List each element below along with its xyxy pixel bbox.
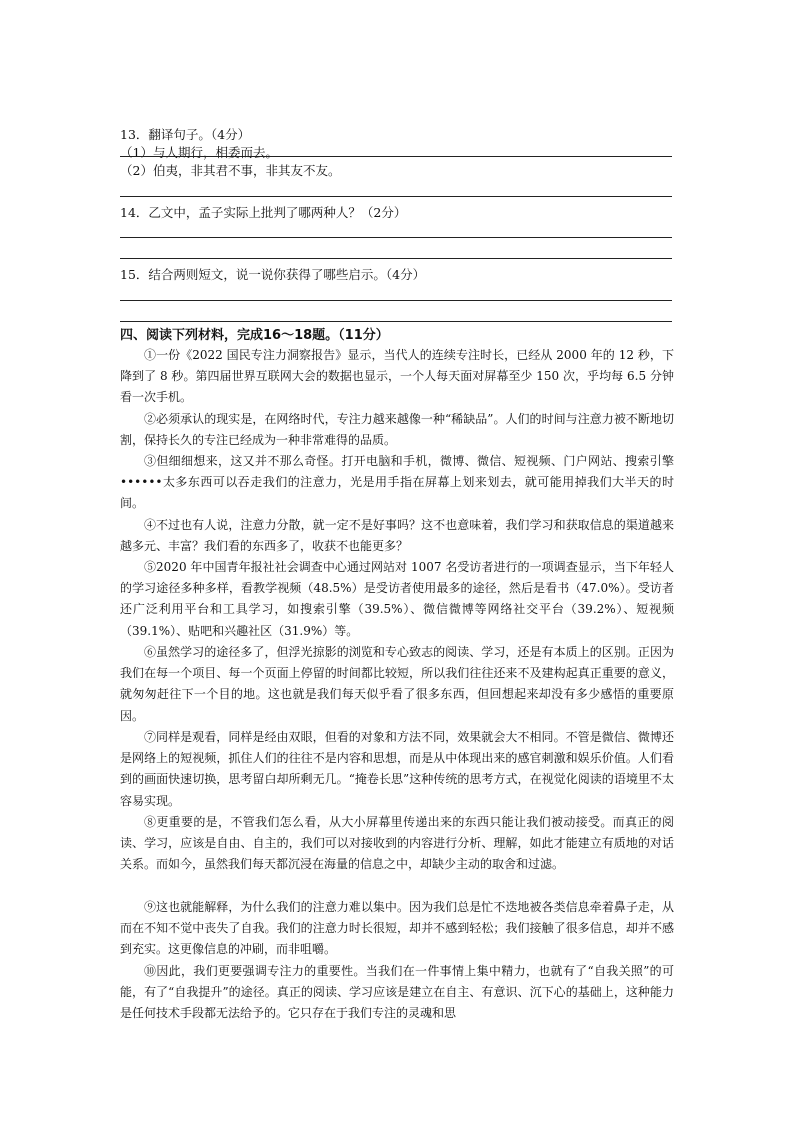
question-13-title: 13．翻译句子。（4分）: [120, 127, 251, 142]
paragraph-10: ⑩因此，我们更要强调专注力的重要性。当我们在一件事情上集中精力，也就有了“自我关照”的可能，有了“自我提升”的途径。真正的阅读、学习应该是建立在自主、有意识、沉下心的基础上，这种能力是任何技术手段都无法给予的。它只存在于我们专注的灵魂和思: [120, 964, 674, 1021]
answer-line: [120, 196, 672, 197]
answer-line: [120, 237, 672, 238]
paragraph-9: ⑨这也就能解释，为什么我们的注意力难以集中。因为我们总是忙不迭地被各类信息牵着鼻子走，从而在不知不觉中丧失了自我。我们的注意力时长很短，却并不感到轻松；我们接触了很多信息，却并不感到充实。这更像信息的冲刷，而非咀嚼。: [120, 900, 674, 957]
paragraph-7: ⑦同样是观看，同样是经由双眼，但看的对象和方法不同，效果就会大不相同。不管是微信、微博还是网络上的短视频，抓住人们的往往不是内容和思想，而是从中体现出来的感官刺激和娱乐价值。人们看到的画面快速切换，思考留白却所剩无几。“掩卷长思”这种传统的思考方式，在视觉化阅读的语境里不太容易实现。: [120, 730, 674, 808]
answer-line: [120, 156, 672, 157]
paragraph-1: ①一份《2022 国民专注力洞察报告》显示，当代人的连续专注时长，已经从 2000 年的 12 秒，下降到了 8 秒。第四届世界互联网大会的数据也显示，一个人每天面对屏幕至少 150 次，乎均每 6.5 分钟看一次手机。: [120, 348, 674, 405]
answer-line: [120, 258, 672, 259]
paragraph-5: ⑤2020 年中国青年报社社会调查中心通过网站对 1007 名受访者进行的一项调查显示，当下年轻人的学习途径多种多样，看教学视频（48.5%）是受访者使用最多的途径，然后是看书（47.0%）。受访者还广泛利用平台和工具学习，如搜索引擎（39.5%）、微信微博等网络社交平台（39.2%）、短视频（39.1%）、贴吧和兴趣社区（31.9%）等。: [120, 560, 674, 638]
question-15-title: 15．结合两则短文，说一说你获得了哪些启示。（4分）: [120, 267, 426, 282]
section-4-heading: 四、阅读下列材料，完成16～18题。（11分）: [120, 328, 389, 343]
paragraph-3: ③但细细想来，这又并不那么奇怪。打开电脑和手机，微博、微信、短视频、门户网站、搜索引擎••••••太多东西可以吞走我们的注意力，光是用手指在屏幕上划来划去，就可能用掉我们大半天的时间。: [120, 454, 674, 511]
paragraph-6: ⑥虽然学习的途径多了，但浮光掠影的浏览和专心致志的阅读、学习，还是有本质上的区别。正因为我们在每一个项目、每一个页面上停留的时间都比较短，所以我们往往还来不及建构起真正重要的意义，就匆匆赶往下一个目的地。这也就是我们每天似乎看了很多东西，但回想起来却没有多少感悟的重要原因。: [120, 645, 674, 723]
question-13-sentence-1: （1）与人期行，相委而去。: [120, 145, 278, 160]
question-14-title: 14．乙文中，孟子实际上批判了哪两种人？（2分）: [120, 205, 407, 220]
paragraph-2: ②必须承认的现实是，在网络时代，专注力越来越像一种“稀缺品”。人们的时间与注意力被不断地切割，保持长久的专注已经成为一种非常难得的品质。: [120, 412, 674, 448]
paragraph-8: ⑧更重要的是，不管我们怎么看，从大小屏幕里传递出来的东西只能让我们被动接受。而真正的阅读、学习，应该是自由、自主的，我们可以对接收到的内容进行分析、理解，如此才能建立有质地的对话关系。而如今，虽然我们每天都沉浸在海量的信息之中，却缺少主动的取舍和过滤。: [120, 815, 674, 872]
answer-line: [120, 300, 672, 301]
paragraph-4: ④不过也有人说，注意力分散，就一定不是好事吗？这不也意味着，我们学习和获取信息的渠道越来越多元、丰富？我们看的东西多了，收获不也能更多？: [120, 518, 674, 554]
answer-line: [120, 321, 672, 322]
question-13-sentence-2: （2）伯夷，非其君不事，非其友不友。: [120, 163, 341, 178]
